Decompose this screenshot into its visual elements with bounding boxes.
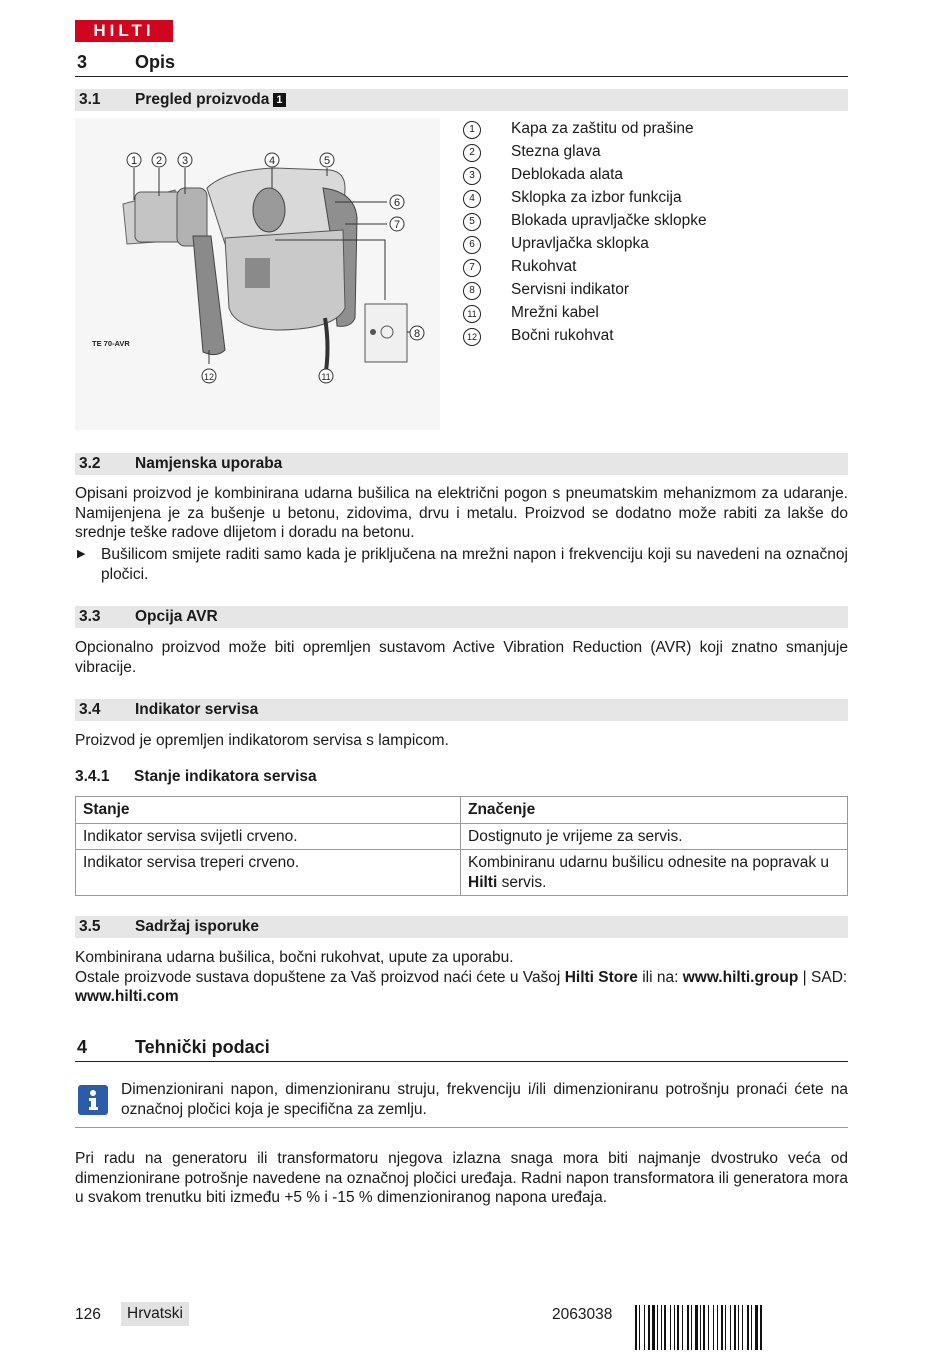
section-heading-3 bbox=[75, 52, 848, 77]
legend-label: Blokada upravljačke sklopke bbox=[511, 212, 707, 229]
callout-8-label: 8 bbox=[413, 328, 421, 340]
document-code: 2063038 bbox=[552, 1306, 613, 1323]
subsubsection-number: 3.4.1 bbox=[75, 768, 110, 785]
avr-text: Opcionalno proizvod može biti opremljen sustavom Active Vibration Reduction (AVR) koji znatno smanjuje vibracije. bbox=[75, 639, 848, 676]
table-cell bbox=[461, 850, 848, 896]
legend-label: Servisni indikator bbox=[511, 281, 630, 298]
subsection-title: Opcija AVR bbox=[135, 608, 218, 625]
subsection-title bbox=[135, 89, 286, 111]
legend-label: Mrežni kabel bbox=[511, 304, 599, 321]
hilti-logo bbox=[75, 20, 173, 42]
subsection-heading-3-2 bbox=[75, 453, 848, 475]
subsection-heading-3-3 bbox=[75, 606, 848, 628]
table-header-row bbox=[76, 797, 848, 824]
table-cell: Indikator servisa svijetli crveno. bbox=[76, 823, 461, 850]
subsection-number: 3.3 bbox=[79, 608, 101, 625]
bullet-arrow-icon: ▶ bbox=[77, 548, 86, 560]
cell-text: servis. bbox=[497, 873, 547, 891]
table-cell: Dostignuto je vrijeme za servis. bbox=[461, 823, 848, 850]
service-indicator-text: Proizvod je opremljen indikatorom servisa s lampicom. bbox=[75, 732, 449, 749]
callout-4-label: 4 bbox=[268, 155, 276, 167]
table-row bbox=[76, 823, 848, 850]
subsection-number: 3.2 bbox=[79, 455, 101, 472]
subsubsection-title: Stanje indikatora servisa bbox=[134, 768, 317, 785]
service-indicator-table bbox=[75, 796, 848, 896]
legend-number: 5 bbox=[463, 213, 481, 231]
legend-label: Bočni rukohvat bbox=[511, 327, 614, 344]
bullet-item bbox=[75, 545, 848, 585]
hilti-com-link[interactable]: www.hilti.com bbox=[75, 988, 179, 1005]
info-icon bbox=[78, 1085, 108, 1115]
hilti-store-text: Hilti Store bbox=[564, 968, 638, 986]
table-header: Značenje bbox=[461, 797, 848, 824]
callout-6-label: 6 bbox=[393, 197, 401, 209]
legend-number: 8 bbox=[463, 282, 481, 300]
section-heading-4 bbox=[75, 1037, 848, 1062]
barcode bbox=[635, 1305, 848, 1350]
legend-label: Kapa za zaštitu od prašine bbox=[511, 120, 694, 137]
cell-text: Kombiniranu udarnu bušilicu odnesite na popravak u bbox=[468, 854, 830, 871]
subsection-number: 3.5 bbox=[79, 918, 101, 935]
subsection-title: Indikator servisa bbox=[135, 701, 259, 718]
table-row bbox=[76, 850, 848, 896]
info-note-text: Dimenzionirani napon, dimenzioniranu struju, frekvenciju i/ili dimenzioniranu potrošnju pronaći ćete na označnoj pločici koja je specifična za zemlju. bbox=[121, 1081, 848, 1118]
table-header: Stanje bbox=[76, 797, 461, 824]
logo-text: HILTI bbox=[93, 21, 155, 40]
drill-illustration bbox=[75, 118, 440, 430]
legend-number: 11 bbox=[463, 305, 481, 323]
callout-11-label: 11 bbox=[321, 372, 331, 382]
subsection-title: Sadržaj isporuke bbox=[135, 918, 260, 935]
callout-12-label: 12 bbox=[203, 372, 215, 382]
page-number: 126 bbox=[75, 1306, 101, 1323]
legend-number: 1 bbox=[463, 121, 481, 139]
info-note-divider bbox=[75, 1127, 848, 1128]
intended-use-text: Opisani proizvod je kombinirana udarna bušilica na električni pogon s pneumatskim mehanizmom za udaranje. Namijenjena je za bušenje u betonu, zidovima, drvu i metalu. Proizvod se dodatno može rabiti za lakše do srednje teške radove dlijetom i doradu na betonu. bbox=[75, 485, 848, 541]
legend-number: 2 bbox=[463, 144, 481, 162]
section-title: Opis bbox=[135, 52, 176, 72]
subsection-title-text: Pregled proizvoda bbox=[135, 91, 270, 108]
figure-ref-badge: 1 bbox=[273, 93, 285, 107]
legend-number: 7 bbox=[463, 259, 481, 277]
legend-number: 12 bbox=[463, 328, 481, 346]
section-number: 4 bbox=[77, 1037, 88, 1057]
legend-number: 4 bbox=[463, 190, 481, 208]
legend-label: Deblokada alata bbox=[511, 166, 624, 183]
hilti-group-link[interactable]: www.hilti.group bbox=[682, 968, 799, 986]
bullet-text: Bušilicom smijete raditi samo kada je priključena na mrežni napon i frekvenciju koji su navedeni na označnoj pločici. bbox=[101, 546, 848, 583]
text-span: ili na: bbox=[637, 968, 683, 986]
language-label: Hrvatski bbox=[121, 1302, 189, 1326]
model-label: TE 70-AVR bbox=[92, 339, 130, 348]
legend-number: 3 bbox=[463, 167, 481, 185]
legend-number: 6 bbox=[463, 236, 481, 254]
callout-2-label: 2 bbox=[155, 155, 163, 167]
generator-text: Pri radu na generatoru ili transformatoru njegova izlazna snaga mora biti najmanje dvostruko veća od dimenzionirane potrošnje navedene na označnoj pločici uređaja. Radni napon transformatora ili generatora mora u svakom trenutku biti između +5 % i -15 % dimenzioniranog napona uređaja. bbox=[75, 1150, 848, 1206]
callout-7-label: 7 bbox=[393, 219, 401, 231]
legend-label: Sklopka za izbor funkcija bbox=[511, 189, 682, 206]
legend-label: Stezna glava bbox=[511, 143, 601, 160]
section-number: 3 bbox=[77, 52, 88, 72]
callout-5-label: 5 bbox=[323, 155, 331, 167]
subsection-heading-3-5 bbox=[75, 916, 848, 938]
cell-brand: Hilti bbox=[468, 873, 498, 891]
delivery-text bbox=[75, 948, 848, 1007]
delivery-line-2 bbox=[75, 968, 848, 1007]
callout-1-label: 1 bbox=[130, 155, 138, 167]
text-span: Ostale proizvode sustava dopuštene za Vaš proizvod naći ćete u Vašoj bbox=[75, 968, 565, 986]
table-cell: Indikator servisa treperi crveno. bbox=[76, 850, 461, 896]
subsection-heading-3-4 bbox=[75, 699, 848, 721]
delivery-line-1: Kombinirana udarna bušilica, bočni rukohvat, upute za uporabu. bbox=[75, 949, 514, 966]
legend-label: Upravljačka sklopka bbox=[511, 235, 649, 252]
subsection-number: 3.4 bbox=[79, 701, 101, 718]
subsection-title: Namjenska uporaba bbox=[135, 455, 283, 472]
section-title: Tehnički podaci bbox=[135, 1037, 270, 1057]
subsection-heading-3-1 bbox=[75, 89, 848, 111]
subsection-number: 3.1 bbox=[79, 91, 101, 108]
legend-label: Rukohvat bbox=[511, 258, 577, 275]
callout-3-label: 3 bbox=[181, 155, 189, 167]
text-span: | SAD: bbox=[798, 968, 848, 986]
